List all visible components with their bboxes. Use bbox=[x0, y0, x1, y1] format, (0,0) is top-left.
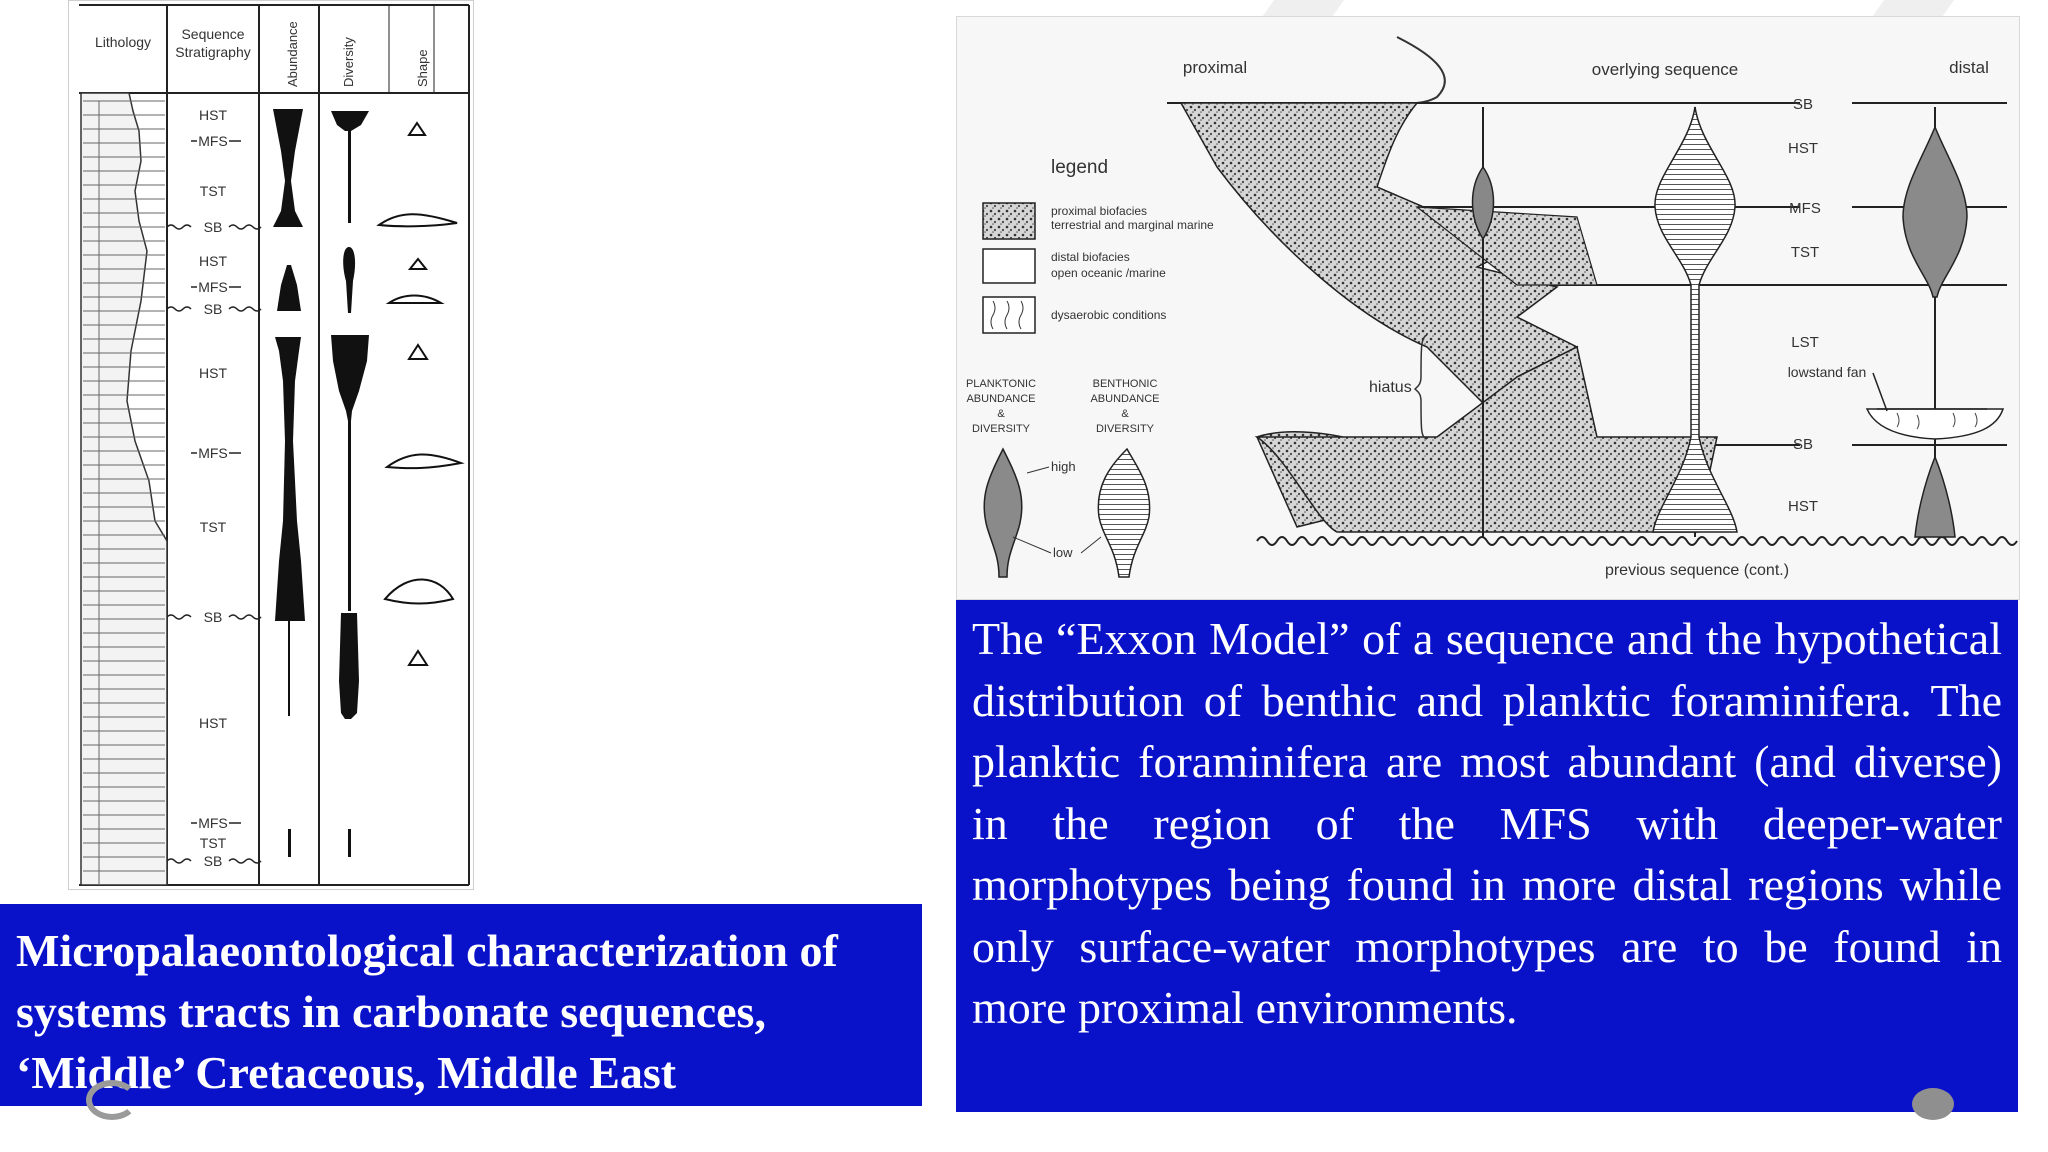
tract-label-hst bbox=[199, 715, 227, 731]
sequence-boundary-wave bbox=[1257, 537, 2017, 545]
key-planktonic-4: DIVERSITY bbox=[971, 423, 1031, 435]
diversity-profile bbox=[348, 829, 351, 857]
boundary-label-hst: HST bbox=[1788, 140, 1818, 157]
lowstand-fan-pointer bbox=[1873, 373, 1887, 411]
header-lithology: Lithology bbox=[94, 34, 152, 50]
tract-label-sb bbox=[167, 219, 261, 235]
key-planktonic-3: & bbox=[997, 408, 1005, 420]
tract-label-hst bbox=[199, 253, 227, 269]
left-caption: Micropalaeontological characterization of systems tracts in carbonate sequences, ‘Middle’ Cretaceous, Middle East bbox=[0, 904, 922, 1106]
lithology-column bbox=[81, 93, 167, 885]
legend-swatch-dysaerobic bbox=[983, 297, 1035, 333]
tract-label-hst bbox=[199, 365, 227, 381]
tract-label-mfs bbox=[191, 445, 241, 461]
abundance-profile bbox=[288, 829, 291, 857]
tract-label-sb bbox=[167, 609, 261, 625]
header-diversity: Diversity bbox=[341, 37, 356, 87]
diversity-profile bbox=[331, 335, 369, 421]
boundary-label-tst: TST bbox=[1790, 244, 1820, 261]
header-shape: Shape bbox=[415, 49, 430, 87]
distal-planktonic-lower bbox=[1915, 457, 1955, 537]
svg-text:HST: HST bbox=[199, 715, 227, 731]
diversity-profile bbox=[348, 131, 351, 223]
tract-label-tst bbox=[200, 183, 227, 199]
label-hiatus: hiatus bbox=[1369, 379, 1412, 396]
key-benthonic-2: ABUNDANCE bbox=[1090, 393, 1160, 405]
legend-item-distal-1: distal biofacies bbox=[1051, 250, 1130, 264]
key-benthonic-shape bbox=[1098, 449, 1149, 577]
hiatus-bracket bbox=[1415, 335, 1427, 439]
boundary-label-sb: SB bbox=[1792, 436, 1814, 453]
boundary-label-hst: HST bbox=[1788, 498, 1818, 515]
svg-text:TST: TST bbox=[199, 835, 227, 851]
diversity-profile bbox=[331, 111, 369, 131]
tract-labels bbox=[167, 107, 261, 869]
svg-text:MFS: MFS bbox=[198, 445, 228, 461]
legend-item-dysaerobic: dysaerobic conditions bbox=[1051, 308, 1167, 322]
overlying-boundary-curve bbox=[1397, 37, 1445, 105]
legend-item-proximal-2: terrestrial and marginal marine bbox=[1051, 218, 1214, 232]
svg-text:SB: SB bbox=[203, 853, 223, 869]
label-lowstand-fan: lowstand fan bbox=[1787, 364, 1867, 380]
key-planktonic-2: ABUNDANCE bbox=[966, 393, 1036, 405]
key-benthonic-1: BENTHONIC bbox=[1092, 378, 1158, 390]
abundance-profile bbox=[277, 265, 301, 311]
foram-shape bbox=[385, 579, 453, 603]
legend-swatch-distal bbox=[983, 249, 1035, 283]
svg-text:HST: HST bbox=[199, 365, 227, 381]
foram-shape bbox=[409, 123, 425, 135]
svg-text:TST: TST bbox=[199, 519, 227, 535]
foram-shapes bbox=[379, 123, 461, 665]
svg-text:MFS: MFS bbox=[198, 279, 228, 295]
tract-label-sb bbox=[167, 301, 261, 317]
svg-text:MFS: MFS bbox=[198, 815, 228, 831]
key-planktonic-shape bbox=[984, 449, 1022, 577]
right-caption: The “Exxon Model” of a sequence and the hypothetical distribution of benthic and planktic foraminifera. The planktic foraminifera are most abundant (and diverse) in the region of the MFS with deeper-water morphotypes being found in more distal regions while only surface-water morphotypes are to be found in more proximal environments. bbox=[956, 600, 2018, 1112]
boundary-labels bbox=[1788, 96, 1821, 515]
header-stratigraphy: Stratigraphy bbox=[175, 44, 251, 60]
decorative-arc bbox=[86, 1080, 138, 1120]
legend-title: legend bbox=[1051, 157, 1109, 178]
abundance-profile bbox=[273, 109, 303, 227]
key-high: high bbox=[1051, 459, 1076, 474]
foram-shape bbox=[410, 259, 426, 269]
svg-text:HST: HST bbox=[199, 107, 227, 123]
legend-swatch-proximal bbox=[983, 203, 1035, 239]
legend-item-proximal-1: proximal biofacies bbox=[1051, 204, 1148, 218]
tract-label-mfs bbox=[191, 279, 241, 295]
label-proximal: proximal bbox=[1182, 58, 1248, 77]
key-planktonic-1: PLANKTONIC bbox=[965, 378, 1037, 390]
label-previous-sequence: previous sequence (cont.) bbox=[1604, 562, 1790, 579]
tract-label-sb bbox=[167, 853, 261, 869]
foram-shape bbox=[409, 651, 427, 665]
diversity-profile bbox=[348, 421, 351, 611]
decorative-dot bbox=[1912, 1088, 1954, 1120]
tract-label-mfs bbox=[191, 133, 241, 149]
legend-item-distal-2: open oceanic /marine bbox=[1051, 266, 1166, 280]
svg-text:TST: TST bbox=[199, 183, 227, 199]
key-benthonic-4: DIVERSITY bbox=[1095, 423, 1155, 435]
key-benthonic-3: & bbox=[1121, 408, 1129, 420]
boundary-label-lst: LST bbox=[1791, 334, 1819, 351]
systems-tract-chart-svg bbox=[69, 1, 473, 889]
svg-text:SB: SB bbox=[203, 301, 223, 317]
boundary-label-mfs: MFS bbox=[1789, 200, 1821, 217]
distal-planktonic-profile bbox=[1903, 127, 1967, 297]
tract-label-hst bbox=[199, 107, 227, 123]
systems-tract-chart bbox=[68, 0, 474, 890]
foram-shape bbox=[379, 214, 457, 226]
diversity-profile bbox=[343, 247, 355, 313]
header-sequence: Sequence bbox=[181, 26, 245, 42]
label-distal: distal bbox=[1949, 58, 1989, 77]
foram-shape bbox=[409, 345, 427, 359]
tract-label-mfs bbox=[191, 815, 241, 831]
abundance-profile bbox=[288, 621, 290, 716]
tract-label-tst bbox=[200, 519, 227, 535]
label-overlying-sequence: overlying sequence bbox=[1591, 60, 1739, 79]
svg-text:MFS: MFS bbox=[198, 133, 228, 149]
svg-text:HST: HST bbox=[199, 253, 227, 269]
diversity-profile bbox=[339, 613, 359, 719]
svg-text:SB: SB bbox=[203, 219, 223, 235]
key-low: low bbox=[1053, 545, 1073, 560]
tract-label-tst bbox=[200, 835, 227, 851]
exxon-model-svg bbox=[957, 17, 2019, 599]
lowstand-fan bbox=[1867, 409, 2003, 439]
foram-shape bbox=[389, 296, 441, 304]
boundary-label-sb: SB bbox=[1792, 96, 1814, 113]
exxon-model-diagram bbox=[956, 16, 2020, 600]
abundance-profile bbox=[275, 337, 305, 621]
svg-text:SB: SB bbox=[203, 609, 223, 625]
header-abundance: Abundance bbox=[285, 21, 300, 87]
diversity-profiles bbox=[331, 111, 369, 857]
abundance-profiles bbox=[273, 109, 305, 857]
foram-shape bbox=[387, 454, 461, 468]
